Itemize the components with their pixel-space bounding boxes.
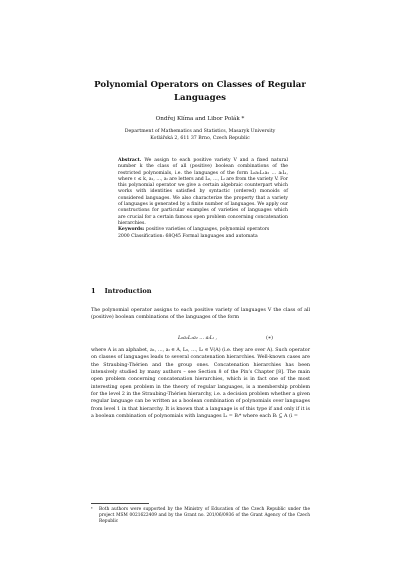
affiliation-line-2: Kotlářská 2, 611 37 Brno, Czech Republic: [150, 135, 250, 141]
intro-text-2: where A is an alphabet, a₁, …, aₗ ∈ A, L₀, …, Lₗ ∈ V(A) (i.e. they are over A). Such operator on classes of languages leads to several concatenation hierarchies. Well-known cases are the Straubing-Thérien and the group ones. Concatenation hierarchies has been intensively studied by many authors – see Section 8 of the Pin’s Chapter [8]. The main open problem concerning concatenation hierarchies, which is in fact one of the most interesting open problem in the theory of regular languages, is a membership problem for the level 2 in the Straubing-Thérien hierarchy, i.e. a decision problem whether a given regular language can be written as a boolean combination of polynomials over languages from level 1 in that hierarchy. It is known that a language is of this type if and only if it is a boolean combination of polynomials with languages Lᵢ = Bᵢ* where each Bᵢ ⊆ A (i =: [91, 348, 310, 420]
abstract-text: We assign to each positive variety V and a fixed natural number k the class of all (positive) boolean combinations of the restricted polynomials, i.e. the languages of the form L₀a₁L₁a₂ … aₗLₗ, where ℓ ≤ k, a₁, …, aₗ are letters and L₀, …, Lₗ are from the variety V. For this polynomial operator we give a certain algebraic counterpart which works with identities satisfied by syntactic (ordered) monoids of considered languages. We also characterize the property that a variety of languages is generated by a finite number of languages. We apply our constructions for particular examples of varieties of languages which are crucial for a certain famous open problem concerning concatenation hierarchies.: [118, 158, 288, 226]
classification: 2000 Classification: 68Q45 Formal languages and automata: [118, 233, 258, 239]
footnote-mark: *: [91, 507, 93, 511]
abstract-label: Abstract.: [118, 158, 142, 163]
intro-paragraph-1: [91, 307, 310, 322]
paper-title: [60, 79, 340, 105]
affiliation: [60, 129, 340, 142]
author-list: Ondřej Klíma and Libor Polák *: [155, 116, 245, 122]
title-line-2: Languages: [174, 93, 226, 103]
section-heading: [91, 287, 152, 296]
title-line-1: Polynomial Operators on Classes of Regular: [94, 80, 306, 90]
affiliation-line-1: Department of Mathematics and Statistics, Masaryk University: [124, 129, 276, 134]
intro-text-1: The polynomial operator assigns to each positive variety of languages V the class of all (positive) boolean combinations of the languages of the form: [91, 308, 310, 321]
equation-expression: L₀a₁L₁a₂ … aₗLₗ ,: [178, 336, 218, 341]
equation-tag: (∗): [266, 336, 274, 341]
keywords: [118, 227, 288, 233]
footnote-text: Both authors were supported by the Ministry of Education of the Czech Republic under the project MSM 0021622409 and by the Grant no. 201/06/0936 of the Grant Agency of the Czech Republic: [99, 507, 310, 525]
footnote-rule: [91, 503, 149, 504]
footnote: [91, 507, 310, 526]
section-title: Introduction: [104, 287, 152, 295]
abstract-paragraph: [118, 158, 288, 227]
section-number: 1: [91, 287, 96, 295]
intro-paragraph-2: [91, 347, 310, 420]
abstract: [118, 158, 288, 240]
keywords-text: positive varieties of languages, polynomial operators: [145, 227, 270, 233]
keywords-label: Keywords:: [118, 227, 145, 233]
